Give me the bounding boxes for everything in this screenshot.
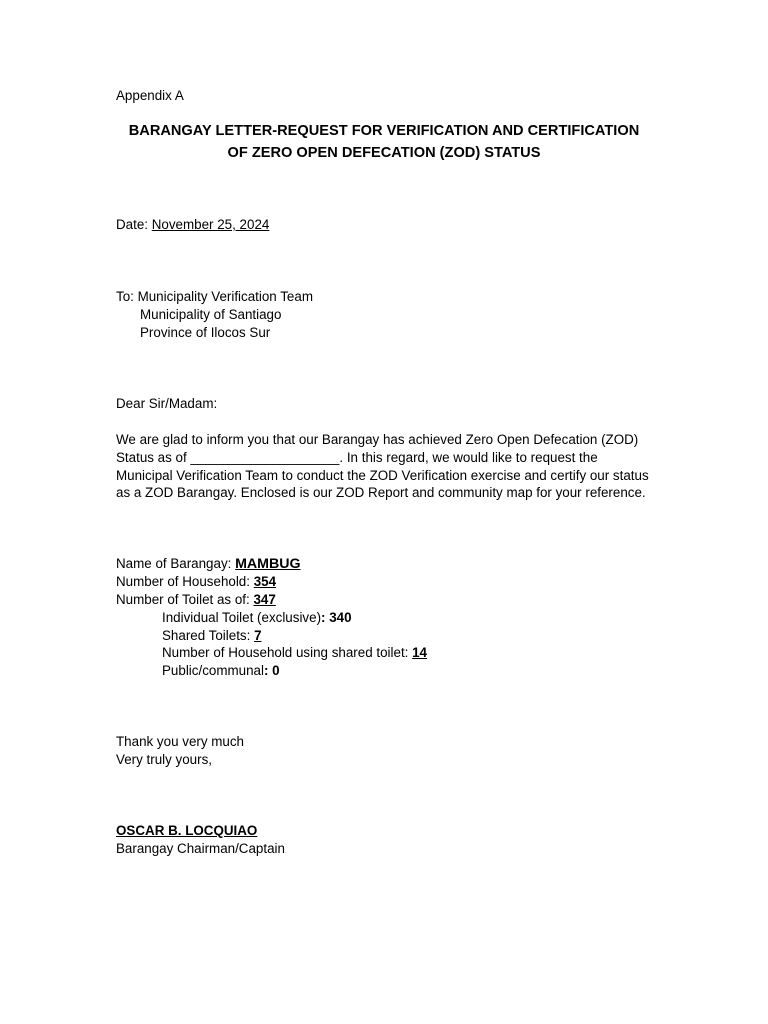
closing-line-1: Thank you very much bbox=[116, 734, 245, 749]
date-value: November 25, 2024 bbox=[151, 217, 270, 232]
household-count-value: 354 bbox=[253, 574, 277, 589]
body-text-part-2: . In this regard, we would like to request the Municipal Verification Team to conduct the ZOD Verification exercise and certify our status as a ZOD Barangay. Enclosed is our ZOD Report and community map for your reference. bbox=[116, 449, 649, 501]
public-toilet-label: Public/communal bbox=[162, 663, 264, 678]
shared-toilet-value: 7 bbox=[254, 628, 262, 643]
appendix-label: Appendix A bbox=[116, 88, 184, 103]
letter-title-line-2: OF ZERO OPEN DEFECATION (ZOD) STATUS bbox=[227, 145, 541, 161]
shared-household-line bbox=[162, 644, 427, 662]
salutation: Dear Sir/Madam: bbox=[116, 396, 218, 411]
shared-household-label: Number of Household using shared toilet: bbox=[162, 645, 413, 660]
public-toilet-line bbox=[162, 662, 280, 680]
household-count-line bbox=[116, 573, 276, 591]
body-paragraph bbox=[116, 431, 656, 502]
shared-toilet-line bbox=[162, 627, 262, 645]
date-line bbox=[116, 216, 269, 234]
recipient-line-3: Province of Ilocos Sur bbox=[140, 325, 271, 340]
closing-line-2: Very truly yours, bbox=[116, 752, 212, 767]
toilet-count-value: 347 bbox=[253, 592, 276, 607]
individual-toilet-value: : 340 bbox=[321, 610, 352, 625]
shared-household-value: 14 bbox=[412, 645, 428, 660]
toilet-count-label: Number of Toilet as of: bbox=[116, 592, 254, 607]
signatory-position: Barangay Chairman/Captain bbox=[116, 841, 285, 856]
letter-title-line-1: BARANGAY LETTER-REQUEST FOR VERIFICATION AND CERTIFICATION bbox=[128, 123, 640, 139]
signatory-name: OSCAR B. LOCQUIAO bbox=[116, 823, 258, 838]
public-toilet-value: : 0 bbox=[263, 663, 280, 678]
recipient-line-2: Municipality of Santiago bbox=[140, 307, 282, 322]
body-text-part-1: We are glad to inform you that our Barangay has achieved Zero Open Defecation (ZOD) Status as of bbox=[116, 432, 639, 465]
household-count-label: Number of Household: bbox=[116, 574, 254, 589]
recipient-line-1: To: Municipality Verification Team bbox=[116, 289, 313, 304]
date-label: Date: bbox=[116, 217, 152, 232]
barangay-name-label: Name of Barangay: bbox=[116, 556, 236, 571]
toilet-count-line bbox=[116, 591, 276, 609]
individual-toilet-label: Individual Toilet (exclusive) bbox=[162, 610, 322, 625]
barangay-name-line bbox=[116, 555, 301, 574]
barangay-name-value: MAMBUG bbox=[235, 556, 301, 572]
status-date-blank: ____________________ bbox=[190, 449, 340, 465]
individual-toilet-line bbox=[162, 609, 352, 627]
shared-toilet-label: Shared Toilets: bbox=[162, 628, 255, 643]
